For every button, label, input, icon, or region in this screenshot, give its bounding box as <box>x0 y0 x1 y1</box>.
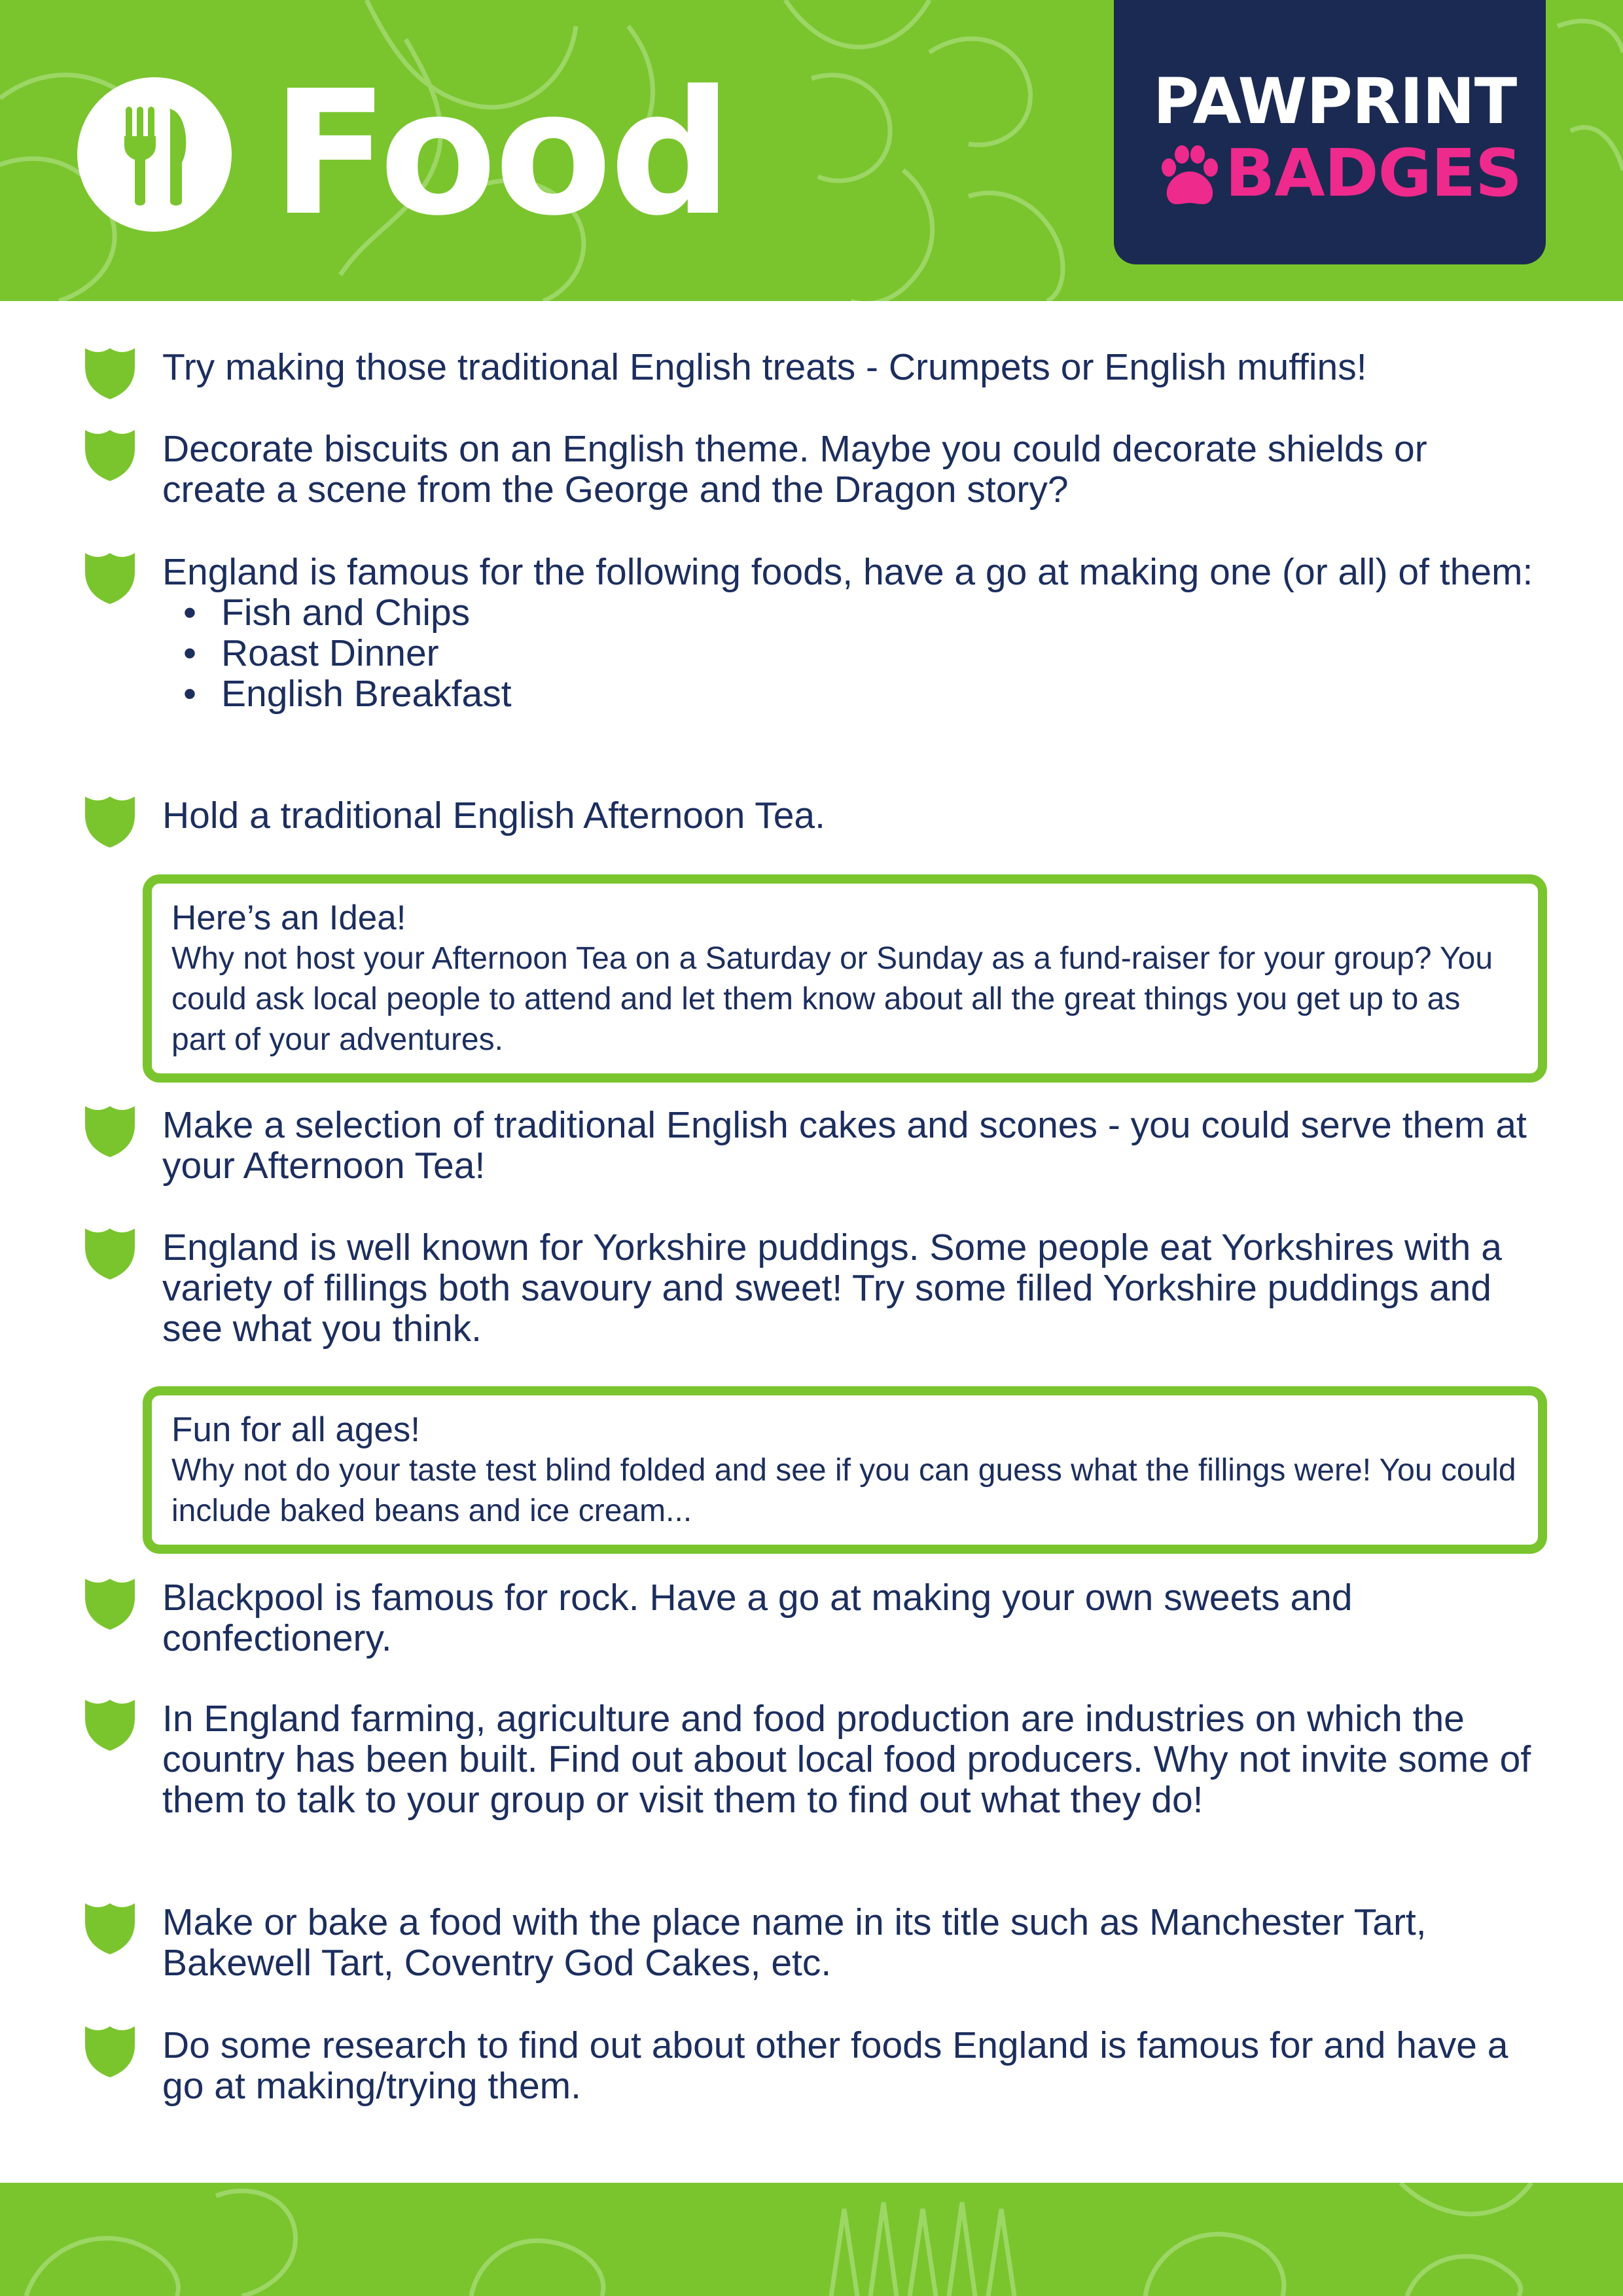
shield-bullet-icon <box>84 795 136 849</box>
shield-bullet-icon <box>84 1698 136 1752</box>
callout-body: Why not do your taste test blind folded and see if you can guess what the fillings were! You could include baked beans and ice cream... <box>171 1453 1516 1528</box>
fun-callout-box <box>143 1386 1547 1554</box>
callout-body: Why not host your Afternoon Tea on a Saturday or Sunday as a fund-raiser for your group? You could ask local people to attend and let them know about all the great things you get up to as part of your adventures. <box>171 941 1493 1057</box>
item-text: Hold a traditional English Afternoon Tea. <box>162 795 825 836</box>
shield-bullet-icon <box>84 1577 136 1631</box>
bullet-item: • Roast Dinner <box>162 633 1537 673</box>
item-text: Do some research to find out about other foods England is famous for and have a go at making/trying them. <box>162 2024 1508 2107</box>
brand-name-line1: PAWPRINT <box>1153 65 1517 138</box>
item-text: Blackpool is famous for rock. Have a go at making your own sweets and confectionery. <box>162 1577 1353 1659</box>
food-icon-badge <box>77 77 232 232</box>
item-text: England is well known for Yorkshire puddings. Some people eat Yorkshires with a variety of fillings both savoury and sweet! Try some filled Yorkshire puddings and see what you think. <box>162 1227 1502 1350</box>
footer-banner <box>0 2183 1623 2296</box>
item-text: Make a selection of traditional English cakes and scones - you could serve them at your Afternoon Tea! <box>162 1104 1527 1187</box>
callout-title: Here’s an Idea! <box>171 899 406 937</box>
shield-bullet-icon <box>84 1227 136 1281</box>
shield-bullet-icon <box>84 1902 136 1956</box>
item-text-block <box>162 552 1537 714</box>
item-text: Make or bake a food with the place name in its title such as Manchester Tart, Bakewell Tart, Coventry God Cakes, etc. <box>162 1901 1427 1984</box>
item-text: Decorate biscuits on an English theme. Maybe you could decorate shields or create a scene from the George and the Dragon story? <box>162 428 1427 511</box>
shield-bullet-icon <box>84 1105 136 1158</box>
header-banner <box>0 0 1623 301</box>
shield-bullet-icon <box>84 429 136 482</box>
shield-bullet-icon <box>84 2025 136 2079</box>
paw-icon <box>1156 145 1224 208</box>
item-text: England is famous for the following foods, have a go at making one (or all) of them: <box>162 551 1533 593</box>
food-bullet-list <box>162 592 1537 714</box>
callout-title: Fun for all ages! <box>171 1410 421 1449</box>
idea-callout-box <box>143 874 1547 1083</box>
floral-footer-decoration <box>0 2183 1623 2296</box>
bullet-item: • Fish and Chips <box>162 592 1537 633</box>
shield-bullet-icon <box>84 552 136 605</box>
shield-bullet-icon <box>84 347 136 401</box>
fork-knife-icon <box>77 77 232 232</box>
brand-logo <box>1114 0 1546 264</box>
item-text: In England farming, agriculture and food production are industries on which the country has been built. Find out about local food producers. Why not invite some of them to talk to your group or visit them to find out what they do! <box>162 1698 1531 1821</box>
item-text: Try making those traditional English treats - Crumpets or English muffins! <box>162 346 1367 388</box>
bullet-item: • English Breakfast <box>162 673 1537 714</box>
page-title: Food <box>272 54 730 253</box>
brand-name-line2: BADGES <box>1225 135 1522 211</box>
